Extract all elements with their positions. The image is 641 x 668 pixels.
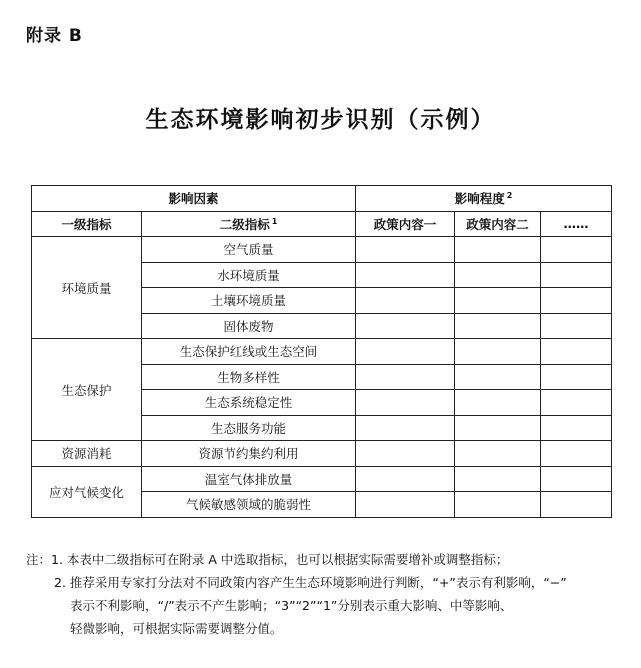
- score-cell: [455, 288, 541, 314]
- page-title: 生态环境影响初步识别（示例）: [145, 107, 496, 133]
- level2-cell: 水环境质量: [142, 262, 356, 288]
- score-cell: [541, 339, 612, 365]
- level2-cell: 生态服务功能: [142, 415, 356, 441]
- impact-identification-table: [31, 185, 612, 518]
- level2-cell: 空气质量: [142, 237, 356, 263]
- score-cell: [455, 262, 541, 288]
- table-body: [32, 186, 612, 518]
- score-cell: [541, 466, 612, 492]
- header-degree-label: 影响程度: [454, 191, 505, 207]
- score-cell: [541, 313, 612, 339]
- score-cell: [541, 415, 612, 441]
- score-cell: [541, 364, 612, 390]
- score-cell: [455, 492, 541, 518]
- score-cell: [455, 466, 541, 492]
- score-cell: [455, 441, 541, 467]
- score-cell: [356, 237, 455, 263]
- level2-cell: 生物多样性: [142, 364, 356, 390]
- level1-cell: 应对气候变化: [32, 466, 142, 517]
- note-line-4: 轻微影响，可根据实际需要调整分值。: [70, 621, 283, 636]
- score-cell: [541, 237, 612, 263]
- note-line-1: 注：1. 本表中二级指标可在附录 A 中选取指标，也可以根据实际需要增补或调整指标；: [26, 552, 509, 567]
- table-row: [32, 339, 612, 365]
- col-level2-label: 二级指标: [219, 216, 270, 232]
- score-cell: [455, 313, 541, 339]
- level2-cell: 生态系统稳定性: [142, 390, 356, 416]
- col-more: ……: [541, 211, 612, 237]
- level2-cell: 气候敏感领域的脆弱性: [142, 492, 356, 518]
- appendix-label: 附录 B: [26, 26, 83, 46]
- header-factors-label: 影响因素: [168, 191, 219, 207]
- score-cell: [541, 262, 612, 288]
- level2-cell: 资源节约集约利用: [142, 441, 356, 467]
- score-cell: [541, 492, 612, 518]
- score-cell: [356, 313, 455, 339]
- col-level2: [142, 211, 356, 237]
- score-cell: [455, 364, 541, 390]
- note-line-3: 表示不利影响，“/”表示不产生影响；“3”“2”“1”分别表示重大影响、中等影响、: [70, 598, 513, 613]
- level1-cell: 生态保护: [32, 339, 142, 441]
- header-degree: [356, 186, 612, 212]
- score-cell: [455, 415, 541, 441]
- score-cell: [356, 415, 455, 441]
- score-cell: [541, 288, 612, 314]
- header-row-1: [32, 186, 612, 212]
- level2-cell: 温室气体排放量: [142, 466, 356, 492]
- level2-cell: 土壤环境质量: [142, 288, 356, 314]
- notes: [26, 548, 626, 640]
- score-cell: [541, 390, 612, 416]
- score-cell: [356, 339, 455, 365]
- score-cell: [541, 441, 612, 467]
- score-cell: [356, 441, 455, 467]
- level1-cell: 环境质量: [32, 237, 142, 339]
- score-cell: [356, 466, 455, 492]
- score-cell: [356, 492, 455, 518]
- header-degree-footnote: 2: [506, 191, 513, 201]
- table-row: [32, 441, 612, 467]
- level1-cell: 资源消耗: [32, 441, 142, 467]
- score-cell: [356, 390, 455, 416]
- col-level2-footnote: 1: [271, 216, 278, 226]
- score-cell: [455, 339, 541, 365]
- col-policy1: 政策内容一: [356, 211, 455, 237]
- score-cell: [356, 288, 455, 314]
- col-level1: 一级指标: [32, 211, 142, 237]
- score-cell: [356, 364, 455, 390]
- header-row-2: [32, 211, 612, 237]
- table-row: [32, 466, 612, 492]
- table-row: [32, 237, 612, 263]
- score-cell: [455, 237, 541, 263]
- score-cell: [455, 390, 541, 416]
- col-policy2: 政策内容二: [455, 211, 541, 237]
- note-line-2: 2. 推荐采用专家打分法对不同政策内容产生生态环境影响进行判断，“+”表示有利影响，“−”: [54, 575, 567, 590]
- level2-cell: 固体废物: [142, 313, 356, 339]
- header-factors: [32, 186, 356, 212]
- score-cell: [356, 262, 455, 288]
- level2-cell: 生态保护红线或生态空间: [142, 339, 356, 365]
